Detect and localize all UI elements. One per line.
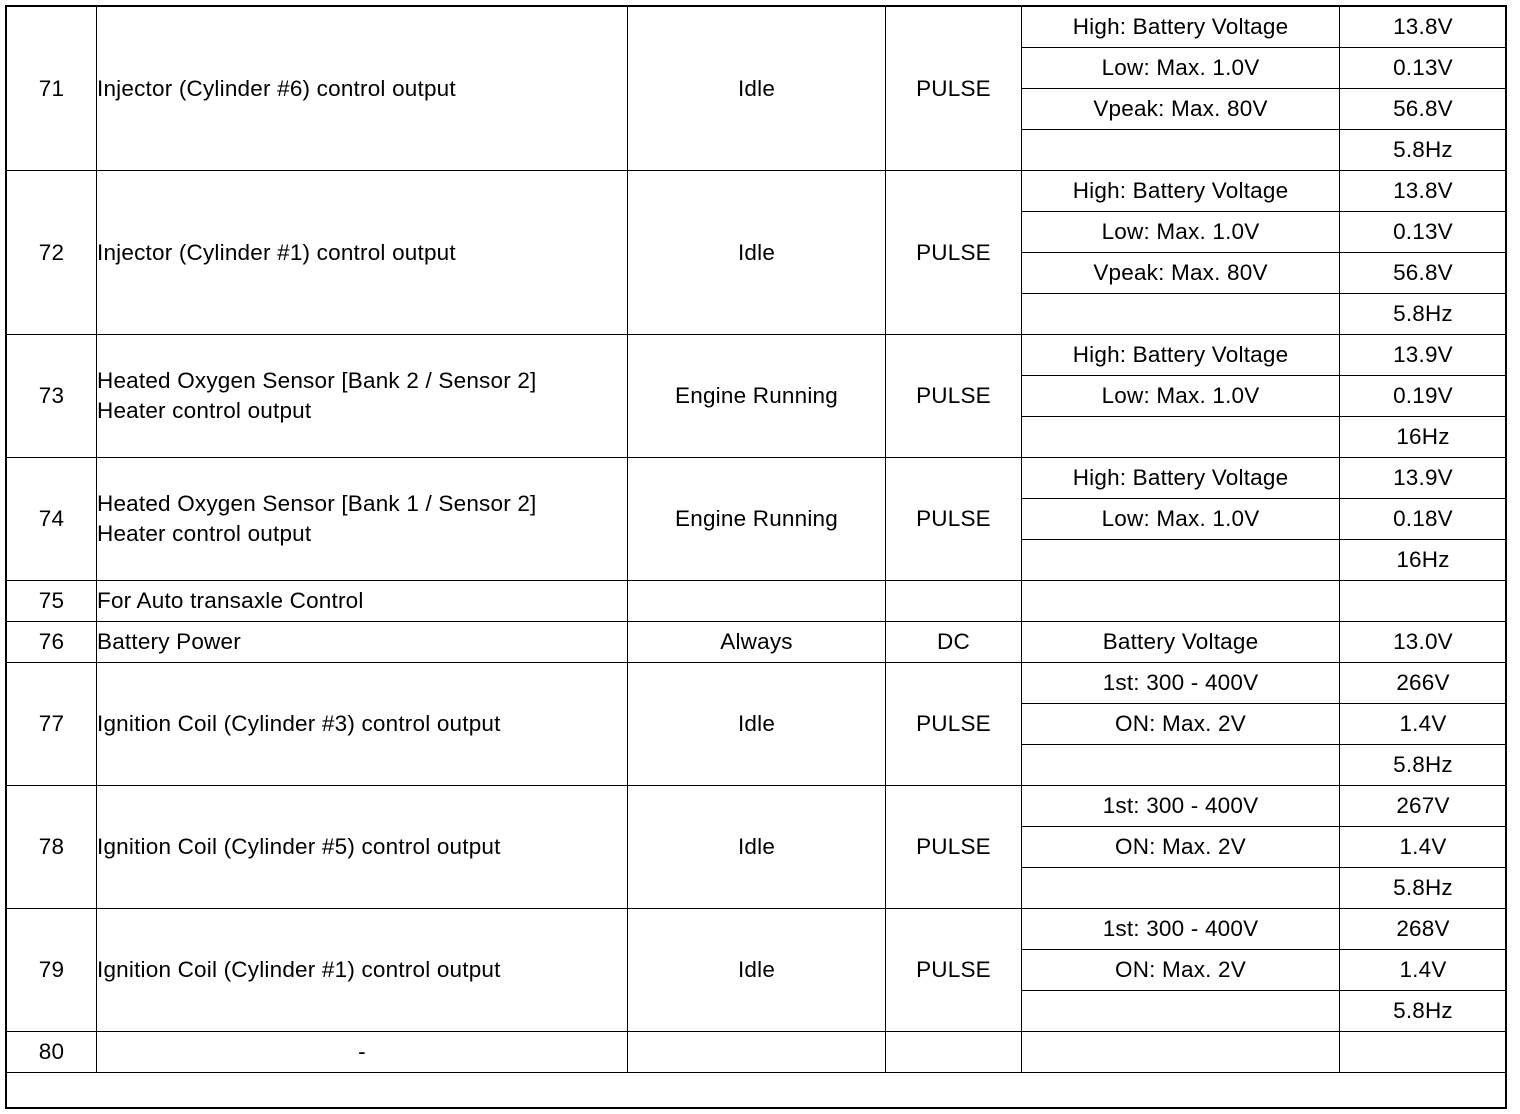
signal-type-cell [886, 1032, 1022, 1073]
condition-cell [628, 581, 886, 622]
description-cell [97, 335, 628, 458]
description-cell [97, 458, 628, 581]
spec-level-cell: Vpeak: Max. 80V [1022, 253, 1340, 294]
measured-value-cell: 13.8V [1340, 171, 1507, 212]
measured-value-cell: 13.9V [1340, 335, 1507, 376]
spec-level-cell [1022, 991, 1340, 1032]
signal-type-cell: PULSE [886, 7, 1022, 171]
measured-value-cell: 5.8Hz [1340, 868, 1507, 909]
spec-level-cell: High: Battery Voltage [1022, 458, 1340, 499]
description-line: Heated Oxygen Sensor [Bank 1 / Sensor 2] [97, 491, 537, 516]
description-cell [97, 622, 628, 663]
table-row [7, 786, 1507, 827]
description-line: Injector (Cylinder #6) control output [97, 75, 456, 101]
condition-cell: Idle [628, 7, 886, 171]
spec-level-cell: Low: Max. 1.0V [1022, 48, 1340, 89]
description-cell [97, 1032, 628, 1073]
condition-cell: Idle [628, 171, 886, 335]
measured-value-cell: 16Hz [1340, 540, 1507, 581]
signal-type-cell [886, 581, 1022, 622]
measured-value-cell: 5.8Hz [1340, 294, 1507, 335]
signal-type-cell: PULSE [886, 171, 1022, 335]
table-row [7, 335, 1507, 376]
spec-level-cell [1022, 294, 1340, 335]
spec-level-cell: ON: Max. 2V [1022, 827, 1340, 868]
spec-level-cell [1022, 868, 1340, 909]
signal-type-cell: PULSE [886, 335, 1022, 458]
table-row [7, 458, 1507, 499]
description-cell [97, 7, 628, 171]
spec-level-cell: High: Battery Voltage [1022, 7, 1340, 48]
measured-value-cell: 268V [1340, 909, 1507, 950]
measured-value-cell: 13.8V [1340, 7, 1507, 48]
spec-level-cell: ON: Max. 2V [1022, 704, 1340, 745]
pin-number-cell: 75 [7, 581, 97, 622]
signal-type-cell: PULSE [886, 663, 1022, 786]
spec-level-cell: Low: Max. 1.0V [1022, 376, 1340, 417]
measured-value-cell: 56.8V [1340, 253, 1507, 294]
measured-value-cell: 13.9V [1340, 458, 1507, 499]
measured-value-cell: 0.13V [1340, 212, 1507, 253]
spec-level-cell: Low: Max. 1.0V [1022, 499, 1340, 540]
condition-cell: Always [628, 622, 886, 663]
description-line: Heater control output [97, 398, 312, 423]
measured-value-cell: 5.8Hz [1340, 130, 1507, 171]
spec-level-cell: Low: Max. 1.0V [1022, 212, 1340, 253]
spec-level-cell: Battery Voltage [1022, 622, 1340, 663]
measured-value-cell: 266V [1340, 663, 1507, 704]
table-body [7, 7, 1507, 1073]
spec-level-cell: Vpeak: Max. 80V [1022, 89, 1340, 130]
description-line: Ignition Coil (Cylinder #3) control output [97, 711, 501, 736]
signal-type-cell: PULSE [886, 909, 1022, 1032]
description-line: Injector (Cylinder #1) control output [97, 239, 456, 265]
signal-type-cell: PULSE [886, 786, 1022, 909]
condition-cell: Idle [628, 663, 886, 786]
condition-cell: Engine Running [628, 458, 886, 581]
pin-number-cell: 80 [7, 1032, 97, 1073]
pin-number-cell: 76 [7, 622, 97, 663]
description-cell [97, 581, 628, 622]
measured-value-cell: 56.8V [1340, 89, 1507, 130]
measured-value-cell: 16Hz [1340, 417, 1507, 458]
spec-level-cell: 1st: 300 - 400V [1022, 663, 1340, 704]
spec-level-cell [1022, 417, 1340, 458]
table-row [7, 622, 1507, 663]
condition-cell: Engine Running [628, 335, 886, 458]
condition-cell: Idle [628, 909, 886, 1032]
description-line: Heated Oxygen Sensor [Bank 2 / Sensor 2] [97, 368, 537, 393]
table-row [7, 909, 1507, 950]
description-line: Ignition Coil (Cylinder #1) control output [97, 957, 501, 982]
description-line: Heater control output [97, 521, 312, 546]
table-row [7, 1032, 1507, 1073]
spec-level-cell [1022, 1032, 1340, 1073]
spec-level-cell: High: Battery Voltage [1022, 335, 1340, 376]
description-cell [97, 786, 628, 909]
table-row [7, 581, 1507, 622]
spec-level-cell: High: Battery Voltage [1022, 171, 1340, 212]
spec-level-cell: 1st: 300 - 400V [1022, 909, 1340, 950]
table-row [7, 663, 1507, 704]
measured-value-cell: 5.8Hz [1340, 745, 1507, 786]
measured-value-cell: 1.4V [1340, 827, 1507, 868]
measured-value-cell: 0.18V [1340, 499, 1507, 540]
spec-level-cell [1022, 540, 1340, 581]
spec-level-cell: 1st: 300 - 400V [1022, 786, 1340, 827]
spec-level-cell [1022, 745, 1340, 786]
signal-type-cell: DC [886, 622, 1022, 663]
description-cell [97, 171, 628, 335]
description-line: Battery Power [97, 629, 241, 654]
spec-level-cell [1022, 581, 1340, 622]
spec-level-cell [1022, 130, 1340, 171]
description-cell [97, 909, 628, 1032]
measured-value-cell: 1.4V [1340, 950, 1507, 991]
signal-type-cell: PULSE [886, 458, 1022, 581]
pin-number-cell: 72 [7, 171, 97, 335]
condition-cell: Idle [628, 786, 886, 909]
measured-value-cell [1340, 1032, 1507, 1073]
pin-number-cell: 77 [7, 663, 97, 786]
measured-value-cell: 267V [1340, 786, 1507, 827]
description-line: - [358, 1039, 366, 1064]
condition-cell [628, 1032, 886, 1073]
description-line: For Auto transaxle Control [97, 588, 364, 613]
spec-level-cell: ON: Max. 2V [1022, 950, 1340, 991]
pin-number-cell: 78 [7, 786, 97, 909]
measured-value-cell: 5.8Hz [1340, 991, 1507, 1032]
table-row [7, 171, 1507, 212]
measured-value-cell: 0.19V [1340, 376, 1507, 417]
measured-value-cell: 0.13V [1340, 48, 1507, 89]
description-line: Ignition Coil (Cylinder #5) control output [97, 834, 501, 859]
measured-value-cell: 13.0V [1340, 622, 1507, 663]
pin-number-cell: 74 [7, 458, 97, 581]
pin-number-cell: 73 [7, 335, 97, 458]
measured-value-cell: 1.4V [1340, 704, 1507, 745]
pin-specification-table [6, 6, 1507, 1073]
measured-value-cell [1340, 581, 1507, 622]
description-cell [97, 663, 628, 786]
pin-number-cell: 79 [7, 909, 97, 1032]
table-row [7, 7, 1507, 48]
pin-number-cell: 71 [7, 7, 97, 171]
